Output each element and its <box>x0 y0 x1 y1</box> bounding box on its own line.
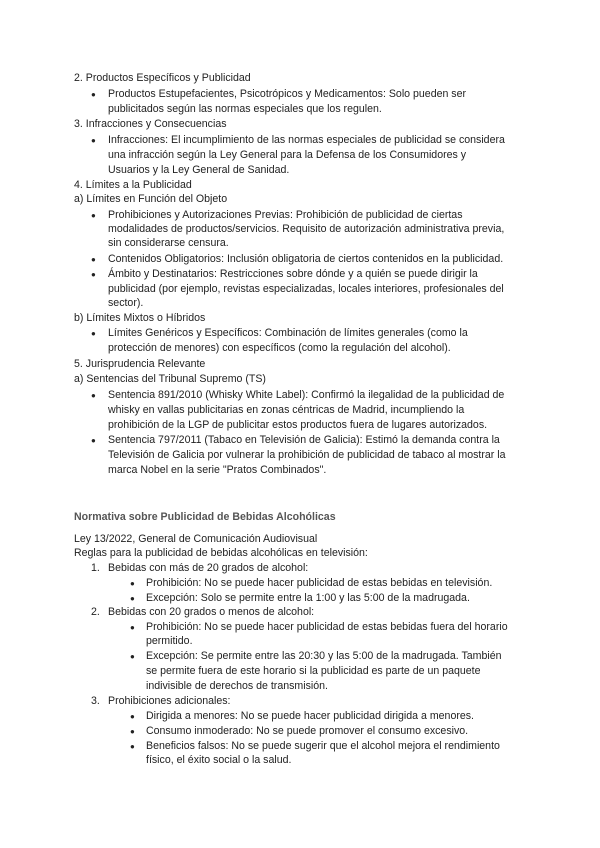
bullet-line: indivisible de derechos de transmisión. <box>146 680 328 692</box>
bullet-line: Infracciones: El incumplimiento de las normas especiales de publicidad se considera <box>108 134 505 146</box>
bullet-line: prohibición de la LGP de publicitar estos productos fuera de lugares autorizados. <box>108 419 488 431</box>
law-title: Ley 13/2022, General de Comunicación Audiovisual <box>74 533 318 545</box>
bullet-line: sin considerarse censura. <box>108 237 229 249</box>
bullet-icon: ● <box>91 270 96 279</box>
bullet-line: Prohibición: No se puede hacer publicidad de estas bebidas en televisión. <box>146 577 493 589</box>
section-5-title: 5. Jurisprudencia Relevante <box>74 358 206 370</box>
bullet-line: Sentencia 797/2011 (Tabaco en Televisión de Galicia): Estimó la demanda contra la <box>108 434 500 446</box>
bullet-icon: ● <box>130 594 135 603</box>
bullet-icon: ● <box>91 136 96 145</box>
bullet-icon: ● <box>130 652 135 661</box>
bullet-line: whisky en vallas publicitarias en zonas céntricas de Madrid, incumpliendo la <box>108 404 465 416</box>
section-5a-title: a) Sentencias del Tribunal Supremo (TS) <box>74 373 266 385</box>
section-3-title: 3. Infracciones y Consecuencias <box>74 118 227 130</box>
bullet-line: protección de menores) con específicos (como la regulación del alcohol). <box>108 342 451 354</box>
list-number: 2. <box>91 606 100 618</box>
bullet-icon: ● <box>130 727 135 736</box>
bullet-line: Excepción: Solo se permite entre la 1:00 y las 5:00 de la madrugada. <box>146 592 470 604</box>
bullet-line: Usuarios y la Ley General de Sanidad. <box>108 164 290 176</box>
bullet-icon: ● <box>130 742 135 751</box>
bullet-line: Excepción: Se permite entre las 20:30 y las 5:00 de la madrugada. También <box>146 650 502 662</box>
bullet-icon: ● <box>130 579 135 588</box>
numbered-item-title: Bebidas con 20 grados o menos de alcohol: <box>108 606 315 618</box>
bullet-line: Televisión de Galicia por vulnerar la prohibición de publicidad de tabaco al mostrar la <box>108 449 506 461</box>
bullet-icon: ● <box>91 211 96 220</box>
bullet-line: publicitados según las normas especiales que los regulen. <box>108 103 382 115</box>
bullet-line: sector). <box>108 297 144 309</box>
bullet-line: Consumo inmoderado: No se puede promover el consumo excesivo. <box>146 725 469 737</box>
bullet-line: Dirigida a menores: No se puede hacer publicidad dirigida a menores. <box>146 710 475 722</box>
bullet-icon: ● <box>91 255 96 264</box>
numbered-item-title: Bebidas con más de 20 grados de alcohol: <box>108 562 309 574</box>
alcohol-heading: Normativa sobre Publicidad de Bebidas Alcohólicas <box>74 511 336 523</box>
intro-text: Reglas para la publicidad de bebidas alcohólicas en televisión: <box>74 547 368 559</box>
section-2-title: 2. Productos Específicos y Publicidad <box>74 72 251 84</box>
bullet-icon: ● <box>130 712 135 721</box>
bullet-line: se permite fuera de este horario si la publicidad es parte de un paquete <box>146 665 481 677</box>
bullet-line: Prohibiciones y Autorizaciones Previas: Prohibición de publicidad de ciertas <box>108 209 463 221</box>
bullet-line: permitido. <box>146 635 193 647</box>
bullet-icon: ● <box>91 436 96 445</box>
bullet-line: publicidad (por ejemplo, revistas especializadas, locales interiores, profesionales del <box>108 283 504 295</box>
numbered-item-title: Prohibiciones adicionales: <box>108 695 231 707</box>
bullet-icon: ● <box>130 623 135 632</box>
list-number: 1. <box>91 562 100 574</box>
bullet-line: Sentencia 891/2010 (Whisky White Label): Confirmó la ilegalidad de la publicidad de <box>108 389 505 401</box>
bullet-line: Ámbito y Destinatarios: Restricciones sobre dónde y a quién se puede dirigir la <box>108 268 478 280</box>
bullet-line: Beneficios falsos: No se puede sugerir que el alcohol mejora el rendimiento <box>146 740 500 752</box>
bullet-icon: ● <box>91 329 96 338</box>
bullet-line: Límites Genéricos y Específicos: Combinación de límites generales (como la <box>108 327 468 339</box>
bullet-icon: ● <box>91 90 96 99</box>
bullet-line: Contenidos Obligatorios: Inclusión obligatoria de ciertos contenidos en la publicidad. <box>108 253 504 265</box>
bullet-line: una infracción según la Ley General para la Defensa de los Consumidores y <box>108 149 467 161</box>
section-4b-title: b) Límites Mixtos o Híbridos <box>74 312 206 324</box>
bullet-line: marca Nobel en la serie "Pratos Combinados". <box>108 464 327 476</box>
bullet-line: modalidades de productos/servicios. Requisito de autorización administrativa previa, <box>108 223 505 235</box>
section-4a-title: a) Límites en Función del Objeto <box>74 193 228 205</box>
bullet-line: Prohibición: No se puede hacer publicidad de estas bebidas fuera del horario <box>146 621 508 633</box>
bullet-icon: ● <box>91 391 96 400</box>
section-4-title: 4. Límites a la Publicidad <box>74 179 192 191</box>
bullet-line: Productos Estupefacientes, Psicotrópicos y Medicamentos: Solo pueden ser <box>108 88 467 100</box>
bullet-line: físico, el éxito social o la salud. <box>146 754 292 766</box>
list-number: 3. <box>91 695 100 707</box>
